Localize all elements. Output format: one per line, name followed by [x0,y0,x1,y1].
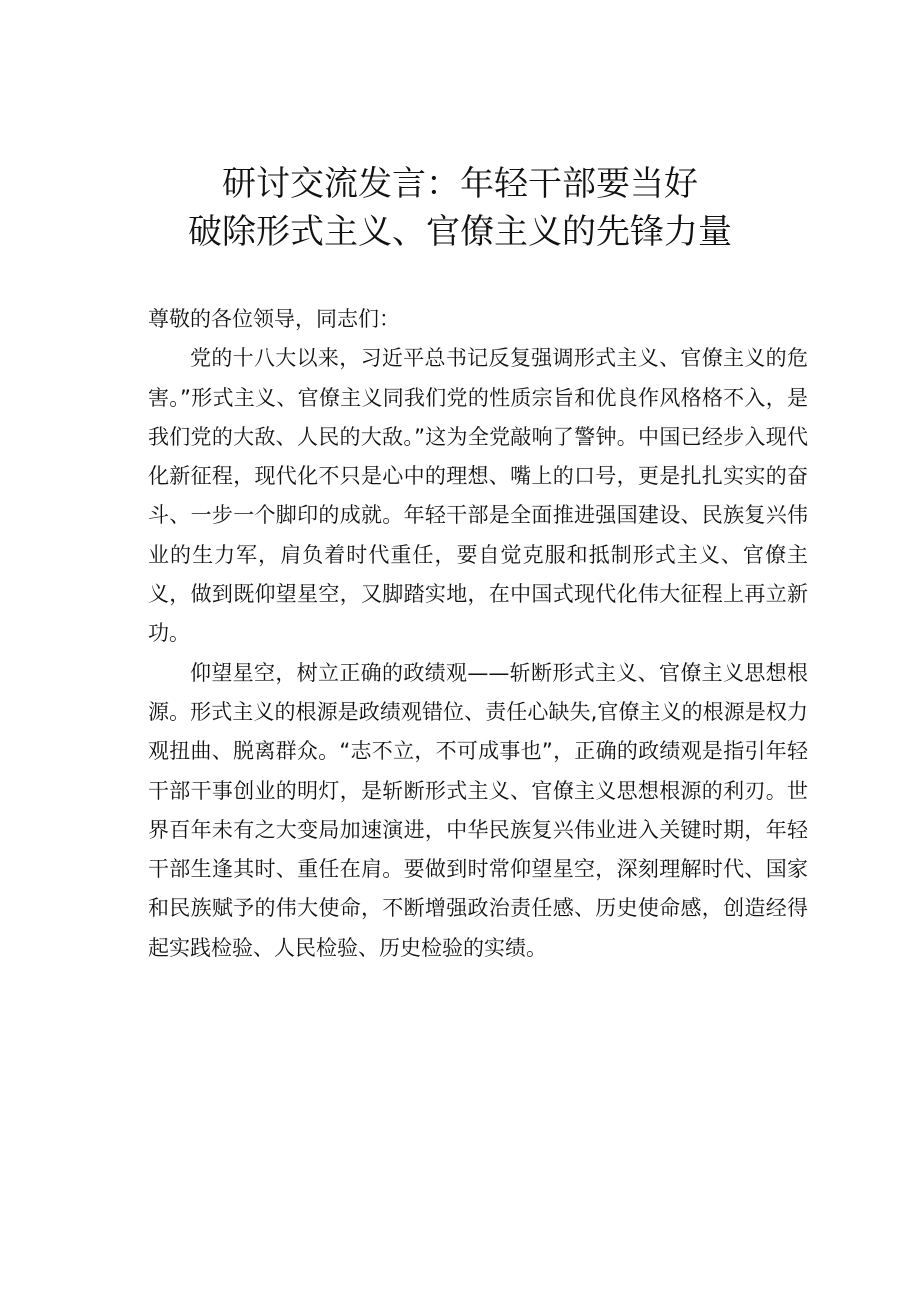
paragraph-1: 党的十八大以来，习近平总书记反复强调形式主义、官僚主义的危害。”形式主义、官僚主义同我们党的性质宗旨和优良作风格格不入，是我们党的大敌、人民的大敌。”这为全党敲响了警钟。中国已经步入现代化新征程，现代化不只是心中的理想、嘴上的口号，更是扎扎实实的奋斗、一步一个脚印的成就。年轻干部是全面推进强国建设、民族复兴伟业的生力军，肩负着时代重任，要自觉克服和抵制形式主义、官僚主义，做到既仰望星空，又脚踏实地，在中国式现代化伟大征程上再立新功。 [148,346,808,646]
document-body [148,300,808,968]
title-line-1: 研讨交流发言：年轻干部要当好 [222,164,698,204]
salutation: 尊敬的各位领导，同志们： [148,307,400,331]
paragraph-2: 仰望星空，树立正确的政绩观——斩断形式主义、官僚主义思想根源。形式主义的根源是政绩观错位、责任心缺失,官僚主义的根源是权力观扭曲、脱离群众。“志不立，不可成事也”，正确的政绩观是指引年轻干部干事创业的明灯，是斩断形式主义、官僚主义思想根源的利刃。世界百年未有之大变局加速演进，中华民族复兴伟业进入关键时期，年轻干部生逢其时、重任在肩。要做到时常仰望星空，深刻理解时代、国家和民族赋予的伟大使命，不断增强政治责任感、历史使命感，创造经得起实践检验、人民检验、历史检验的实绩。 [148,660,808,960]
document-title [0,160,920,256]
title-line-2: 破除形式主义、官僚主义的先锋力量 [188,212,732,252]
